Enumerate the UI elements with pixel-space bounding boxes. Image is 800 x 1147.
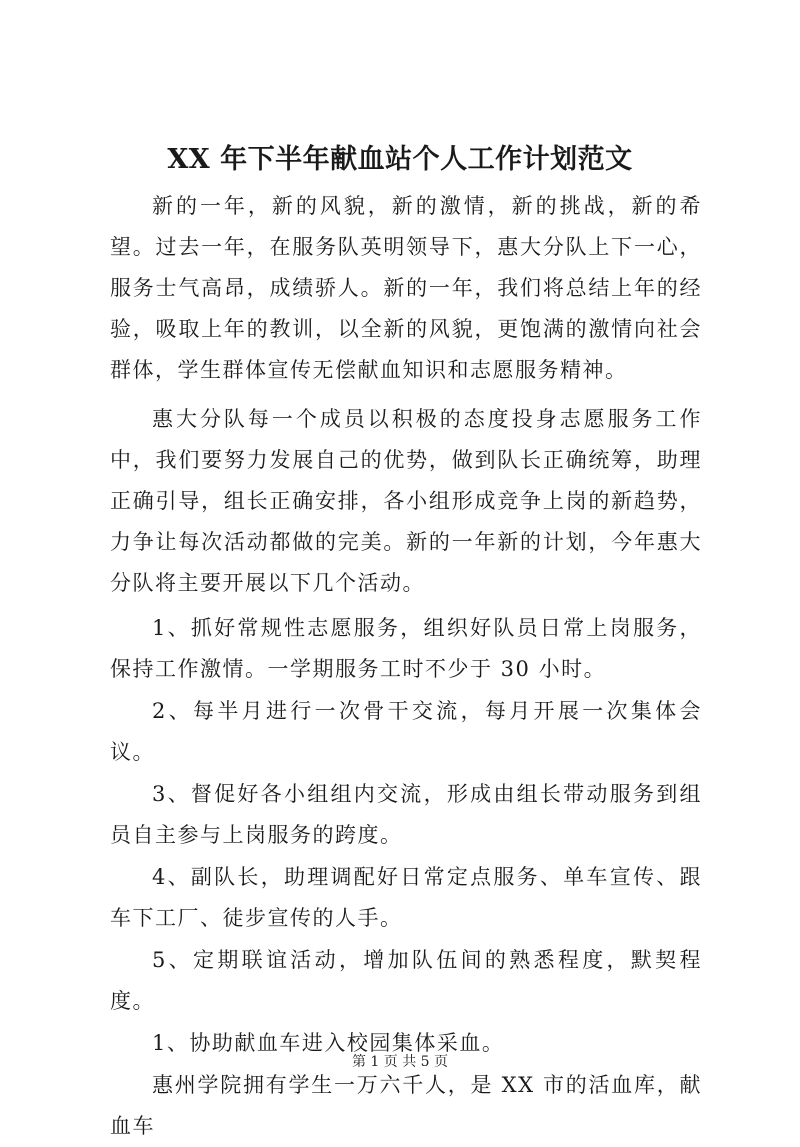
paragraph-team: 惠大分队每一个成员以积极的态度投身志愿服务工作中，我们要努力发展自己的优势，做到队长正确统筹，助理正确引导，组长正确安排，各小组形成竞争上岗的新趋势，力争让每次活动都做的完美。新的一年新的计划，今年惠大分队将主要开展以下几个活动。 [110, 407, 702, 595]
list-item-3: 3、督促好各小组组内交流，形成由组长带动服务到组员自主参与上岗服务的跨度。 [110, 782, 702, 847]
list-item-6: 1、协助献血车进入校园集体采血。 [152, 1031, 505, 1055]
list-item-2: 2、每半月进行一次骨干交流，每月开展一次集体会议。 [110, 699, 702, 764]
list-item-4: 4、副队长，助理调配好日常定点服务、单车宣传、跟车下工厂、徒步宣传的人手。 [110, 865, 702, 930]
document-body [110, 186, 702, 1147]
list-item-1: 1、抓好常规性志愿服务，组织好队员日常上岗服务，保持工作激情。一学期服务工时不少于 30 小时。 [110, 616, 702, 681]
page-footer: 第 1 页 共 5 页 [351, 1054, 449, 1070]
page-title: XX 年下半年献血站个人工作计划范文 [167, 144, 633, 175]
paragraph-intro: 新的一年，新的风貌，新的激情，新的挑战，新的希望。过去一年，在服务队英明领导下，惠大分队上下一心，服务士气高昂，成绩骄人。新的一年，我们将总结上年的经验，吸取上年的教训，以全新的风貌，更饱满的激情向社会群体，学生群体宣传无偿献血知识和志愿服务精神。 [110, 194, 702, 382]
paragraph-huizhou: 惠州学院拥有学生一万六千人，是 XX 市的活血库，献血车 [110, 1073, 702, 1138]
list-item-5: 5、定期联谊活动，增加队伍间的熟悉程度，默契程度。 [110, 948, 702, 1013]
